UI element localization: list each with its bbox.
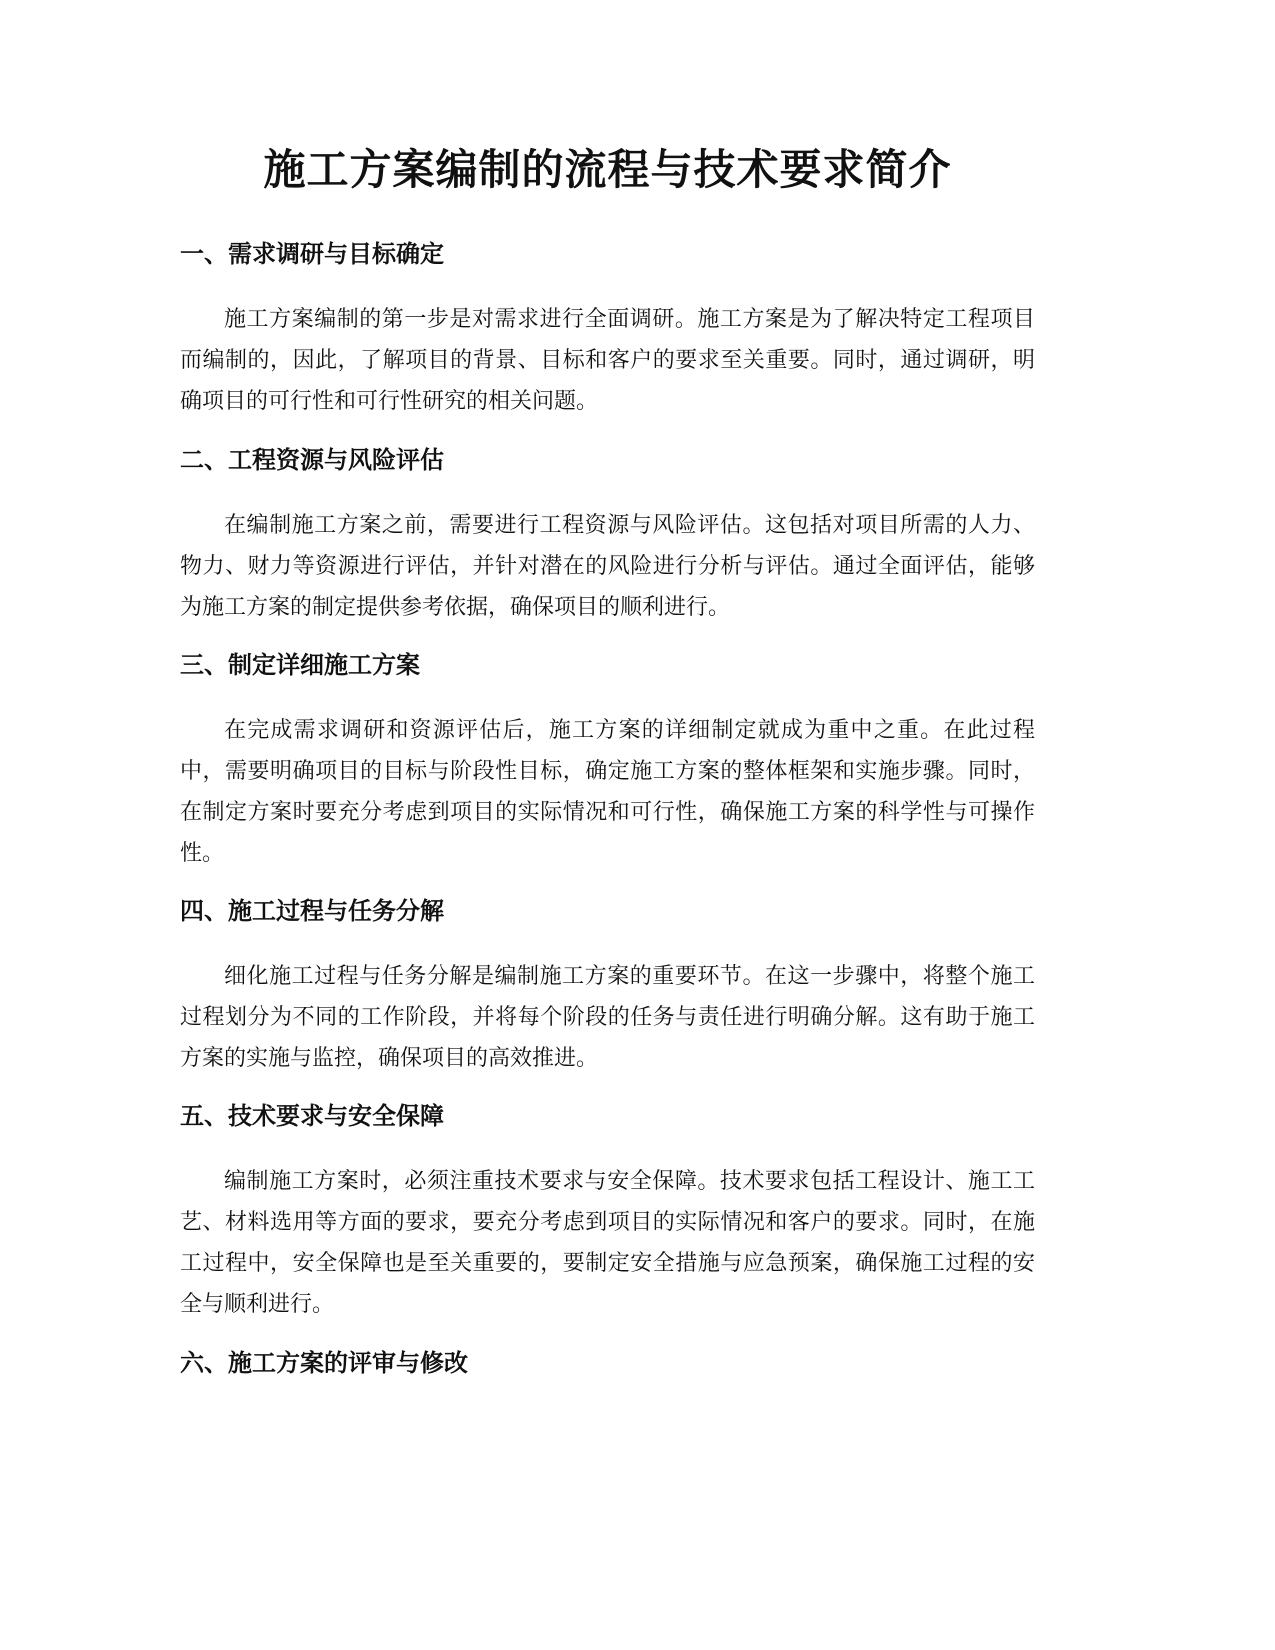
section-heading: 二、工程资源与风险评估 <box>180 446 444 474</box>
section-paragraph: 细化施工过程与任务分解是编制施工方案的重要环节。在这一步骤中，将整个施工过程划分为不同的工作阶段，并将每个阶段的任务与责任进行明确分解。这有助于施工方案的实施与监控，确保项目的高效推进。 <box>180 964 1035 1071</box>
section-heading: 五、技术要求与安全保障 <box>180 1102 444 1130</box>
section-3 <box>180 648 1035 874</box>
section-2 <box>180 443 1035 628</box>
section-heading: 六、施工方案的评审与修改 <box>180 1349 468 1377</box>
section-6 <box>180 1346 1035 1380</box>
section-heading: 四、施工过程与任务分解 <box>180 897 444 925</box>
section-paragraph: 在编制施工方案之前，需要进行工程资源与风险评估。这包括对项目所需的人力、物力、财力等资源进行评估，并针对潜在的风险进行分析与评估。通过全面评估，能够为施工方案的制定提供参考依据，确保项目的顺利进行。 <box>180 513 1035 620</box>
section-paragraph: 编制施工方案时，必须注重技术要求与安全保障。技术要求包括工程设计、施工工艺、材料选用等方面的要求，要充分考虑到项目的实际情况和客户的要求。同时，在施工过程中，安全保障也是至关重要的，要制定安全措施与应急预案，确保施工过程的安全与顺利进行。 <box>180 1169 1035 1317</box>
section-heading: 一、需求调研与目标确定 <box>180 240 444 268</box>
section-4 <box>180 894 1035 1079</box>
section-1 <box>180 237 1035 422</box>
document-title: 施工方案编制的流程与技术要求简介 <box>263 145 952 194</box>
section-paragraph: 在完成需求调研和资源评估后，施工方案的详细制定就成为重中之重。在此过程中，需要明确项目的目标与阶段性目标，确定施工方案的整体框架和实施步骤。同时，在制定方案时要充分考虑到项目的实际情况和可行性，确保施工方案的科学性与可操作性。 <box>180 718 1035 866</box>
section-heading: 三、制定详细施工方案 <box>180 651 420 679</box>
section-paragraph: 施工方案编制的第一步是对需求进行全面调研。施工方案是为了解决特定工程项目而编制的，因此，了解项目的背景、目标和客户的要求至关重要。同时，通过调研，明确项目的可行性和可行性研究的相关问题。 <box>180 307 1035 414</box>
section-5 <box>180 1099 1035 1325</box>
